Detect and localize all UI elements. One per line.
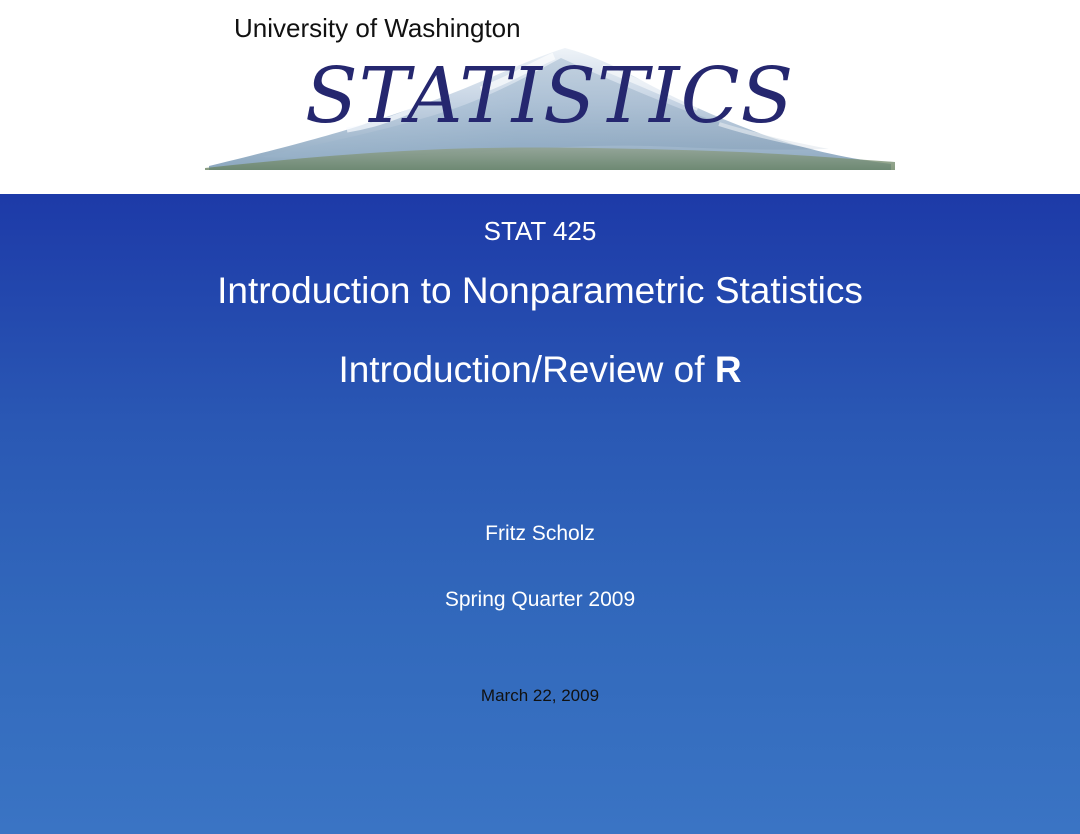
course-title: Introduction to Nonparametric Statistics — [217, 270, 863, 311]
author-name: Fritz Scholz — [485, 522, 595, 545]
header-banner — [0, 0, 1080, 194]
term-label: Spring Quarter 2009 — [444, 588, 636, 611]
statistics-logo-text: STATISTICS — [305, 52, 795, 141]
institution-name: University of Washington — [234, 13, 521, 43]
topic-title — [0, 349, 1080, 391]
topic-title-r: R — [714, 349, 742, 390]
course-code: STAT 425 — [483, 216, 597, 246]
topic-title-prefix: Introduction/Review of — [338, 349, 705, 390]
presentation-date: March 22, 2009 — [480, 686, 600, 705]
